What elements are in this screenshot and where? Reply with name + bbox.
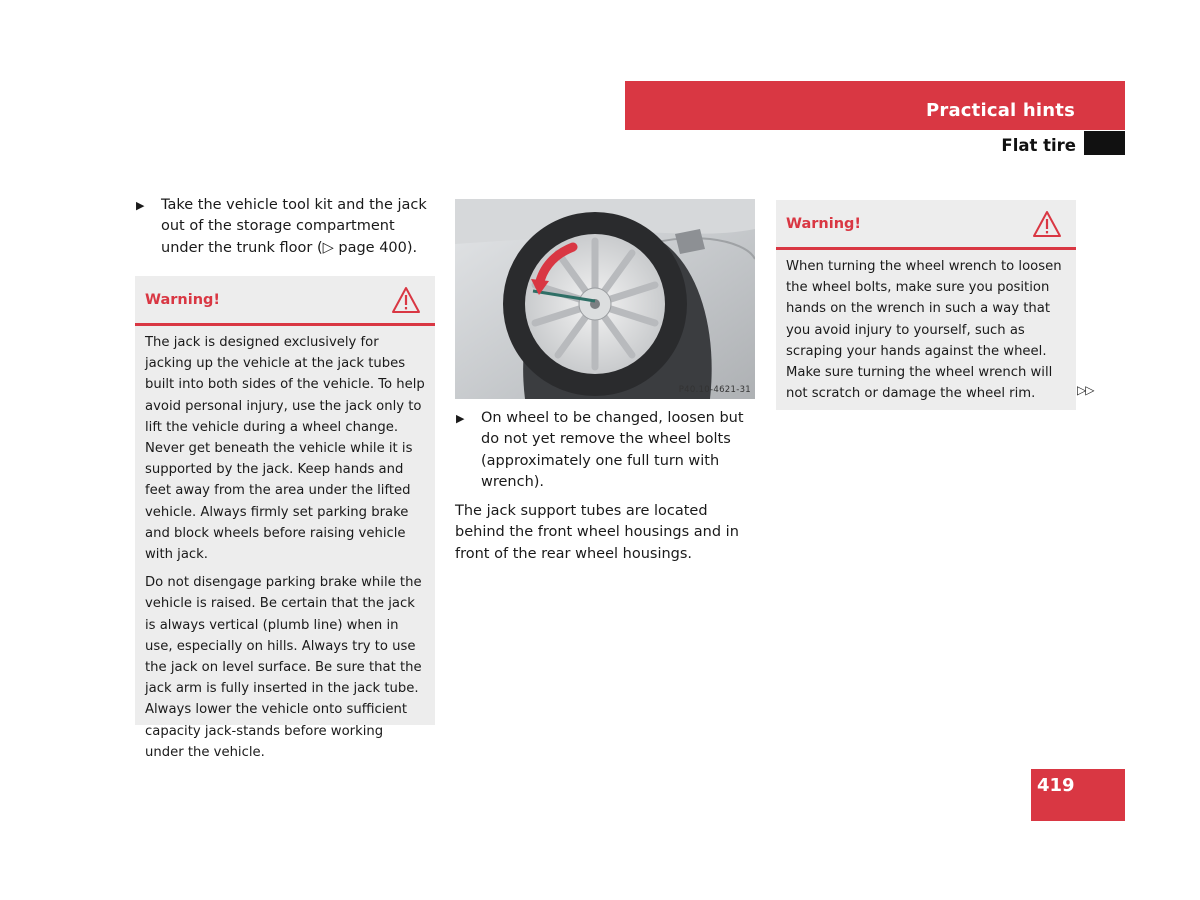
page-number-box <box>1031 769 1125 821</box>
warning-triangle-icon <box>391 286 421 314</box>
subsection-marker <box>1084 131 1125 155</box>
instruction-step <box>136 195 436 259</box>
triangle-bullet-icon: ▶ <box>456 412 465 425</box>
warning-label: Warning! <box>145 292 221 308</box>
instruction-text: Take the vehicle tool kit and the jack out of the storage compartment under the trunk floor (▷ page 400). <box>161 197 427 256</box>
warning-body <box>776 250 1076 412</box>
triangle-bullet-icon: ▶ <box>136 199 145 212</box>
warning-paragraph: The jack is designed exclusively for jacking up the vehicle at the jack tubes built into both sides of the vehicle. To help avoid personal injury, use the jack only to lift the vehicle during a wheel change. Never get beneath the vehicle while it is supported by the jack. Keep hands and feet away from the area under the lifted vehicle. Always firmly set parking brake and block wheels before raising vehicle with jack. <box>145 335 425 563</box>
page-number: 419 <box>1037 775 1075 796</box>
wheel-illustration <box>455 199 755 399</box>
subsection-title: Flat tire <box>1001 136 1076 155</box>
warning-body <box>135 326 435 771</box>
warning-triangle-icon <box>1032 210 1062 238</box>
figure-code: P40.10-4621-31 <box>678 385 751 395</box>
continue-arrows-icon: ▷▷ <box>1077 383 1094 397</box>
warning-header <box>135 276 435 326</box>
instruction-step <box>456 408 756 493</box>
warning-box-jack <box>135 276 435 760</box>
section-header-bar <box>625 81 1125 130</box>
warning-paragraph: When turning the wheel wrench to loosen the wheel bolts, make sure you position hands on the wrench in such a way that you avoid injury to yourself, such as scraping your hands against the wheel. Make sure turning the wheel wrench will not scratch or damage the wheel rim. <box>786 259 1062 402</box>
wheel-photo <box>455 199 755 399</box>
warning-header <box>776 200 1076 250</box>
body-paragraph: The jack support tubes are located behind the front wheel housings and in front of the rear wheel housings. <box>455 503 739 562</box>
warning-box-wrench <box>776 200 1076 410</box>
instruction-text: On wheel to be changed, loosen but do not yet remove the wheel bolts (approximately one full turn with wrench). <box>481 410 744 490</box>
section-title: Practical hints <box>925 100 1075 121</box>
warning-label: Warning! <box>786 216 862 232</box>
warning-paragraph: Do not disengage parking brake while the vehicle is raised. Be certain that the jack is always vertical (plumb line) when in use, especially on hills. Always try to use the jack on level surface. Be sure that the jack arm is fully inserted in the jack tube. Always lower the vehicle onto sufficient capacity jack-stands before working under the vehicle. <box>145 575 422 760</box>
